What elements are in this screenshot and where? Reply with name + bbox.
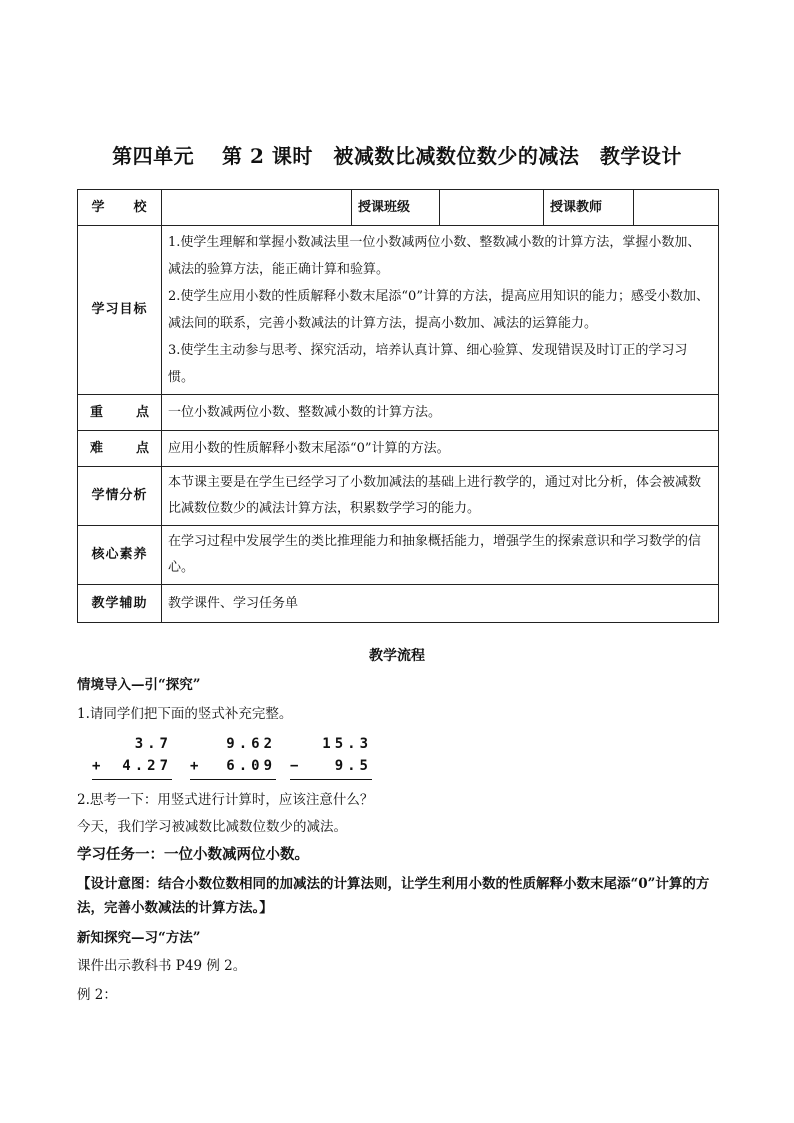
goals-row bbox=[78, 226, 719, 395]
question-1: 1.请同学们把下面的竖式补充完整。 bbox=[77, 706, 293, 722]
example-label: 例 2： bbox=[77, 987, 117, 1003]
aid-label: 教学辅助 bbox=[78, 585, 162, 623]
calc-operator: + bbox=[92, 758, 105, 774]
vertical-calc-2 bbox=[190, 733, 276, 780]
teacher-label: 授课教师 bbox=[544, 190, 634, 226]
calc-bottom-row bbox=[290, 755, 372, 777]
calc-line bbox=[92, 779, 172, 780]
key-point-label bbox=[78, 395, 162, 431]
core-content: 在学习过程中发展学生的类比推理能力和抽象概括能力，增强学生的探索意识和学习数学的信心。 bbox=[162, 526, 719, 585]
difficulty-content: 应用小数的性质解释小数末尾添“0”计算的方法。 bbox=[162, 431, 719, 467]
diff-label-a: 难 bbox=[90, 440, 104, 456]
calc-line bbox=[190, 779, 276, 780]
class-value bbox=[440, 190, 544, 226]
diff-label-b: 点 bbox=[135, 440, 149, 456]
calc-line bbox=[290, 779, 372, 780]
intro-heading: 情境导入—引“探究” bbox=[77, 677, 201, 693]
calc-bottom: 6.09 bbox=[226, 758, 276, 774]
flow-title: 教学流程 bbox=[369, 648, 425, 664]
design-intent: 【设计意图：结合小数位数相同的加减法的计算法则，让学生利用小数的性质解释小数末尾添“0”计算的方法，完善小数减法的计算方法。】 bbox=[77, 876, 710, 916]
calc-top: 9.62 bbox=[226, 736, 276, 752]
today-text: 今天，我们学习被减数比减数位数少的减法。 bbox=[77, 819, 347, 835]
goals-label: 学习目标 bbox=[78, 226, 162, 395]
calc-bottom-row bbox=[92, 755, 172, 777]
task-1-heading: 学习任务一：一位小数减两位小数。 bbox=[77, 846, 309, 863]
difficulty-label bbox=[78, 431, 162, 467]
vertical-calc-1 bbox=[92, 733, 172, 780]
calc-top: 3.7 bbox=[134, 736, 172, 752]
goal-item: 1.使学生理解和掌握小数减法里一位小数减两位小数、整数减小数的计算方法，掌握小数加、减法的验算方法，能正确计算和验算。 bbox=[168, 235, 701, 277]
school-row bbox=[78, 190, 719, 226]
core-row bbox=[78, 526, 719, 585]
key-label-a: 重 bbox=[90, 404, 104, 420]
question-2: 2.思考一下：用竖式进行计算时，应该注意什么？ bbox=[77, 792, 374, 808]
courseware-text: 课件出示教科书 P49 例 2。 bbox=[77, 958, 247, 974]
vertical-calc-3 bbox=[290, 733, 372, 780]
calc-operator: + bbox=[190, 758, 203, 774]
teacher-value bbox=[634, 190, 719, 226]
core-label: 核心素养 bbox=[78, 526, 162, 585]
new-knowledge-heading: 新知探究—习“方法” bbox=[77, 930, 201, 946]
key-point-content: 一位小数减两位小数、整数减小数的计算方法。 bbox=[162, 395, 719, 431]
calc-top: 15.3 bbox=[322, 736, 372, 752]
school-value bbox=[162, 190, 352, 226]
aid-content: 教学课件、学习任务单 bbox=[162, 585, 719, 623]
lesson-info-table bbox=[77, 189, 719, 623]
key-point-row bbox=[78, 395, 719, 431]
goal-item: 3.使学生主动参与思考、探究活动，培养认真计算、细心验算、发现错误及时订正的学习习惯。 bbox=[168, 343, 688, 385]
analysis-row bbox=[78, 467, 719, 526]
goal-item: 2.使学生应用小数的性质解释小数末尾添“0”计算的方法，提高应用知识的能力；感受小数加、减法间的联系，完善小数减法的计算方法，提高小数加、减法的运算能力。 bbox=[168, 289, 709, 331]
page-title: 第四单元 第 2 课时 被减数比减数位数少的减法 教学设计 bbox=[112, 144, 682, 168]
calc-bottom: 9.5 bbox=[334, 758, 372, 774]
difficulty-row bbox=[78, 431, 719, 467]
calc-operator: − bbox=[290, 758, 303, 774]
calc-bottom-row bbox=[190, 755, 276, 777]
analysis-content: 本节课主要是在学生已经学习了小数加减法的基础上进行教学的，通过对比分析，体会被减数比减数位数少的减法计算方法，积累数学学习的能力。 bbox=[162, 467, 719, 526]
analysis-label: 学情分析 bbox=[78, 467, 162, 526]
goals-content bbox=[162, 226, 719, 395]
key-label-b: 点 bbox=[135, 404, 149, 420]
aid-row bbox=[78, 585, 719, 623]
school-label: 学 校 bbox=[78, 190, 162, 226]
calc-bottom: 4.27 bbox=[122, 758, 172, 774]
class-label: 授课班级 bbox=[352, 190, 440, 226]
